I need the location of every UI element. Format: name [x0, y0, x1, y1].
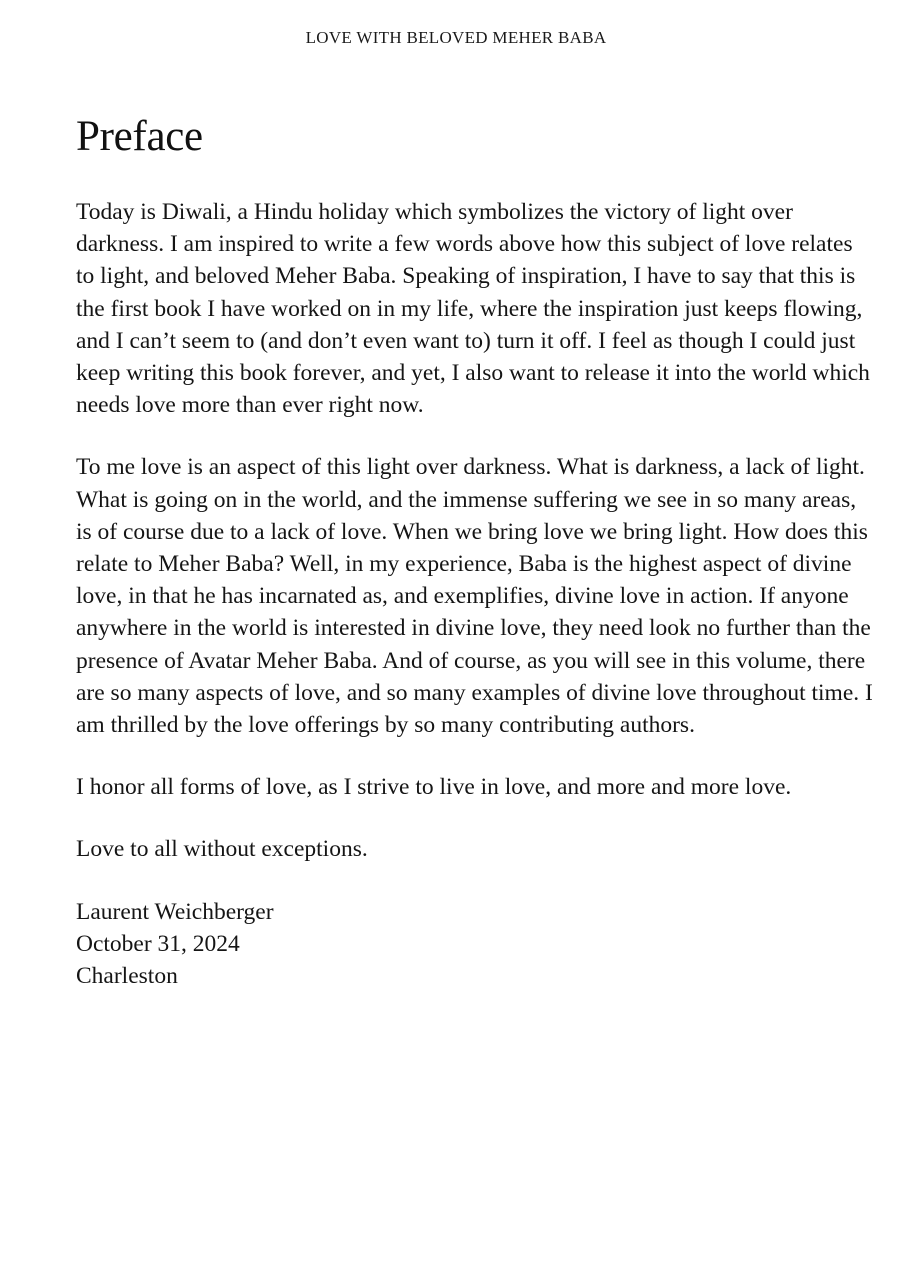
- signature-place: Charleston: [76, 963, 178, 990]
- signature-block: [76, 896, 876, 993]
- paragraph-love-to-all: Love to all without exceptions.: [76, 836, 368, 863]
- paragraph-diwali: Today is Diwali, a Hindu holiday which symbolizes the victory of light over darkness. I am inspired to write a few words above how this subject of love relates to light, and beloved Meher Baba. Speaking of inspiration, I have to say that this is the first book I have worked on in my life, where the inspiration just keeps flowing, and I can’t seem to (and don’t even want to) turn it off. I feel as though I could just keep writing this book forever, and yet, I also want to release it into the world which needs love more than ever right now.: [76, 199, 870, 419]
- author-name: Laurent Weichberger: [76, 898, 274, 925]
- preface-body: [76, 196, 876, 992]
- signature-date: October 31, 2024: [76, 930, 240, 957]
- paragraph-light-over-darkness: To me love is an aspect of this light over darkness. What is darkness, a lack of light. What is going on in the world, and the immense suffering we see in so many areas, is of course due to a lack of love. When we bring love we bring light. How does this relate to Meher Baba? Well, in my experience, Baba is the highest aspect of divine love, in that he has incarnated as, and exemplifies, divine love in action. If anyone anywhere in the world is interested in divine love, they need look no further than the presence of Avatar Meher Baba. And of course, as you will see in this volume, there are so many aspects of love, and so many examples of divine love throughout time. I am thrilled by the love offerings by so many contributing authors.: [76, 454, 873, 739]
- running-header: LOVE WITH BELOVED MEHER BABA: [305, 28, 607, 47]
- page-title: Preface: [76, 113, 203, 160]
- paragraph-honor-love: I honor all forms of love, as I strive to live in love, and more and more love.: [76, 774, 792, 801]
